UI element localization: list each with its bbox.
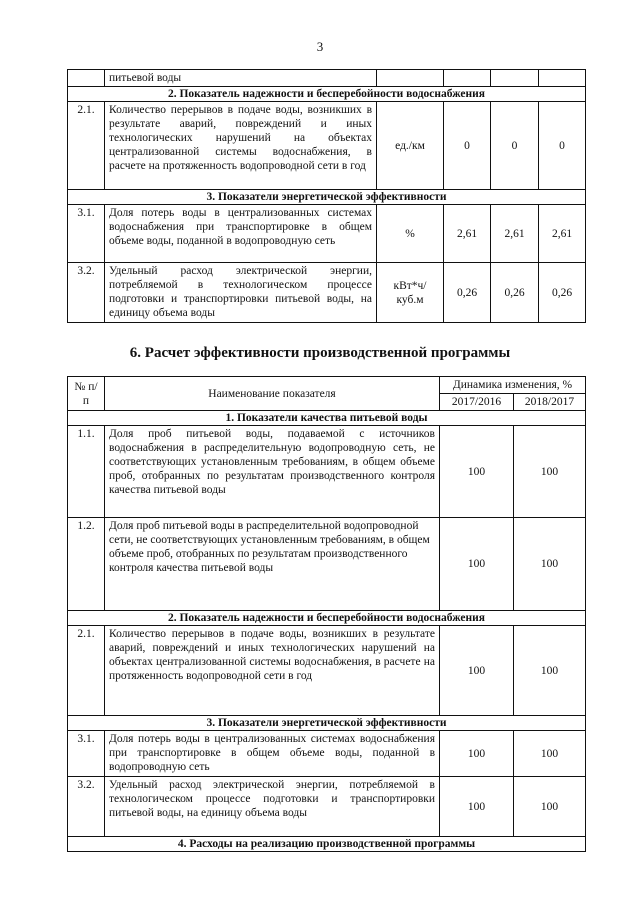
value-cell: 100 [440,626,514,716]
page-number: 3 [316,39,324,54]
indicators-table-continued [67,69,586,323]
value-cell: 100 [514,777,586,837]
value-cell: 100 [514,626,586,716]
unit: кВт*ч/ куб.м [377,263,444,323]
section-heading: 6. Расчет эффективности производственной программы [129,345,511,361]
value-cell [491,70,539,87]
value-cell: 2,61 [444,205,491,263]
section-title: 3. Показатели энергетической эффективности [68,190,586,205]
header-period: 2018/2017 [514,394,586,411]
section-title: 2. Показатель надежности и бесперебойности водоснабжения [68,87,586,102]
value-cell: 2,61 [539,205,586,263]
row-number: 3.2. [68,263,105,323]
value-cell: 100 [440,426,514,518]
section-title: 1. Показатели качества питьевой воды [68,411,586,426]
table-row [68,518,586,611]
indicator-name: Количество перерывов в подаче воды, возникших в результате аварий, повреждений и иных технологических нарушений на объектах централизованной системы водоснабжения, в расчете на протяженность водопроводной сети в год [105,626,440,716]
section-row [68,87,586,102]
value-cell: 0,26 [539,263,586,323]
unit: ед./км [377,102,444,190]
indicator-name: Доля проб питьевой воды в распределительной водопроводной сети, не соответствующих установленным требованиям, в общем объеме проб, отобранных по результатам производственного контроля качества питьевой воды [105,518,440,611]
header-num: № п/п [68,377,105,411]
indicator-name: Количество перерывов в подаче воды, возникших в результате аварий, повреждений и иных технологических нарушений на объектах централизованной системы водоснабжения, в расчете на протяженность водопроводной сети в год [105,102,377,190]
indicator-name: Доля потерь воды в централизованных системах водоснабжения при транспортировке в общем объеме воды, поданной в водопроводную сеть [105,731,440,777]
section-row [68,716,586,731]
header-name: Наименование показателя [105,377,440,411]
value-cell: 100 [514,518,586,611]
table-row [68,102,586,190]
header-period: 2017/2016 [440,394,514,411]
row-number: 3.1. [68,731,105,777]
efficiency-table [67,376,586,852]
value-cell [444,70,491,87]
section-title: 2. Показатель надежности и бесперебойности водоснабжения [68,611,586,626]
indicator-name: Удельный расход электрической энергии, потребляемой в технологическом процессе подготовки и транспортировки питьевой воды, на единицу объема воды [105,263,377,323]
unit [377,70,444,87]
row-number: 3.1. [68,205,105,263]
row-number [68,70,105,87]
row-number: 2.1. [68,102,105,190]
section-title: 3. Показатели энергетической эффективности [68,716,586,731]
value-cell: 100 [440,777,514,837]
value-cell: 100 [440,731,514,777]
indicator-name: Доля проб питьевой воды, подаваемой с источников водоснабжения в распределительную водопроводную сеть, не соответствующих установленным требованиям, в общем объеме проб, отобранных по результатам производственного контроля качества питьевой воды [105,426,440,518]
indicator-name: питьевой воды [105,70,377,87]
section-row [68,837,586,852]
value-cell [539,70,586,87]
value-cell: 100 [440,518,514,611]
value-cell: 0 [444,102,491,190]
table-row [68,626,586,716]
section-title: 4. Расходы на реализацию производственной программы [68,837,586,852]
table-row [68,70,586,87]
table-row [68,426,586,518]
table-row [68,731,586,777]
table-header-row [68,377,586,394]
value-cell: 100 [514,426,586,518]
value-cell: 0,26 [491,263,539,323]
row-number: 3.2. [68,777,105,837]
section-row [68,411,586,426]
section-row [68,611,586,626]
table-row [68,205,586,263]
row-number: 1.2. [68,518,105,611]
row-number: 1.1. [68,426,105,518]
value-cell: 100 [514,731,586,777]
value-cell: 0 [491,102,539,190]
header-dynamics: Динамика изменения, % [440,377,586,394]
section-row [68,190,586,205]
indicator-name: Удельный расход электрической энергии, потребляемой в технологическом процессе подготовки и транспортировки питьевой воды, на единицу объема воды [105,777,440,837]
table-row [68,777,586,837]
value-cell: 0,26 [444,263,491,323]
table-row [68,263,586,323]
unit: % [377,205,444,263]
indicator-name: Доля потерь воды в централизованных системах водоснабжения при транспортировке в общем объеме воды, поданной в водопроводную сеть [105,205,377,263]
value-cell: 0 [539,102,586,190]
row-number: 2.1. [68,626,105,716]
value-cell: 2,61 [491,205,539,263]
